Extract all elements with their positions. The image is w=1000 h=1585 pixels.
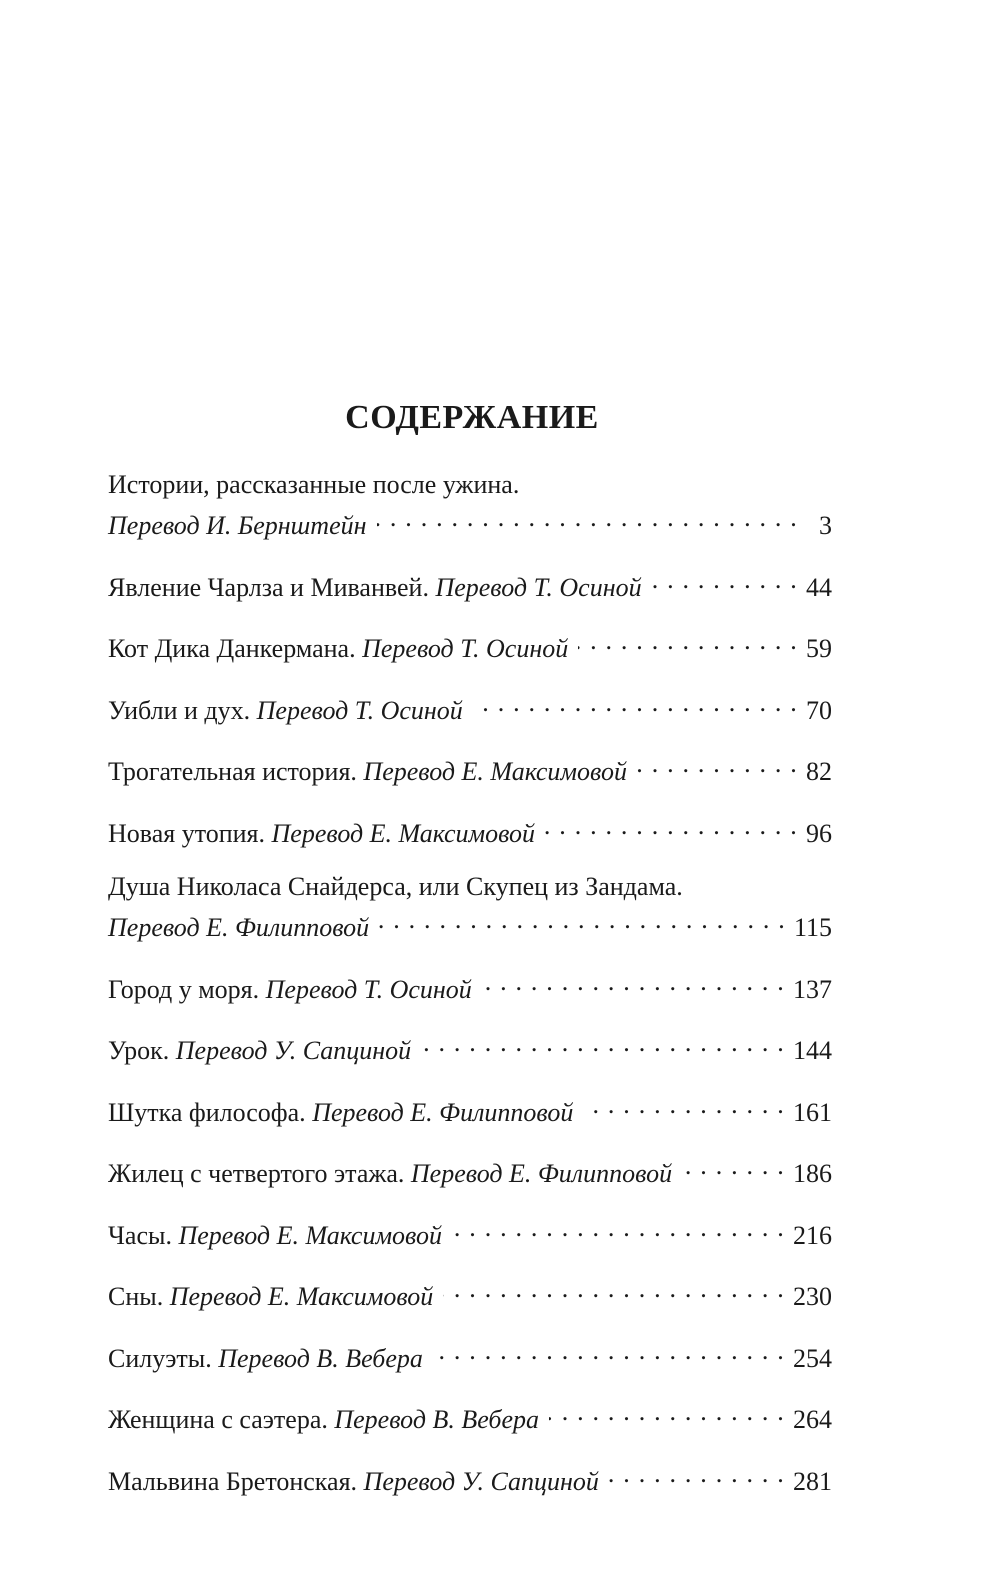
entry-page-number: 82: [806, 757, 832, 786]
toc-entry[interactable]: [108, 624, 832, 665]
dot-leader: [682, 1149, 785, 1182]
toc-entry[interactable]: [108, 1457, 832, 1498]
toc-entry-line: [108, 686, 832, 727]
dot-leader: [637, 747, 798, 780]
entry-page-number: 96: [806, 818, 832, 848]
toc-entry[interactable]: [108, 1395, 832, 1436]
toc-entry-title-line: [108, 468, 832, 501]
toc-heading: СОДЕРЖАНИЕ: [345, 399, 599, 436]
toc-entry-line: [108, 965, 832, 1006]
dot-leader: [433, 1334, 785, 1367]
entry-title: Уибли и дух.: [108, 695, 251, 725]
entry-translator: Перевод Т. Осиной: [362, 634, 569, 663]
entry-title: Явление Чарлза и Миванвей.: [108, 572, 429, 602]
toc-entry[interactable]: [108, 1334, 832, 1375]
toc-entry-line: [108, 1334, 832, 1375]
entry-page-number: 161: [793, 1097, 832, 1127]
toc-entry[interactable]: [108, 1026, 832, 1067]
entry-translator: Перевод Т. Осиной: [256, 695, 463, 725]
toc-entry[interactable]: [108, 563, 832, 604]
entry-title: Кот Дика Данкермана.: [108, 634, 356, 663]
toc-entry-line: [108, 1026, 832, 1067]
entry-translator: Перевод Е. Максимовой: [178, 1220, 442, 1250]
toc-entry[interactable]: [108, 1211, 832, 1252]
dot-leader: [652, 563, 798, 596]
dot-leader: [473, 686, 798, 719]
dot-leader: [377, 501, 798, 534]
entry-translator: Перевод Е. Максимовой: [169, 1282, 434, 1311]
toc-entry-line: [108, 1395, 832, 1436]
toc-entry-line: [108, 903, 832, 944]
dot-leader: [609, 1457, 785, 1490]
entry-title: Жилец с четвертого этажа.: [108, 1159, 405, 1188]
entry-page-number: 230: [793, 1282, 832, 1311]
entry-title: Сны.: [108, 1282, 164, 1311]
toc-entry[interactable]: [108, 809, 832, 850]
toc-entry[interactable]: [108, 1088, 832, 1129]
toc-entry[interactable]: [108, 870, 832, 944]
dot-leader: [583, 1088, 785, 1121]
dot-leader: [545, 809, 798, 842]
entry-page-number: 44: [806, 572, 832, 602]
entry-title: Душа Николаса Снайдерса, или Скупец из Зандама.: [108, 872, 683, 901]
dot-leader: [482, 965, 785, 998]
toc-entry[interactable]: [108, 747, 832, 788]
entry-title: Трогательная история.: [108, 757, 357, 786]
entry-page-number: 70: [806, 695, 832, 725]
entry-page-number: 254: [793, 1343, 832, 1373]
entry-page-number: 281: [793, 1466, 832, 1496]
entry-title: Истории, рассказанные после ужина.: [108, 470, 520, 499]
entry-translator: Перевод У. Сапциной: [175, 1036, 412, 1065]
entry-translator: Перевод И. Бернштейн: [108, 511, 367, 540]
entry-page-number: 137: [793, 974, 832, 1004]
entry-title: Город у моря.: [108, 974, 260, 1004]
entry-page-number: 216: [793, 1220, 832, 1250]
dot-leader: [549, 1395, 785, 1428]
entry-translator: Перевод Е. Максимовой: [363, 757, 627, 786]
entry-translator: Перевод В. Вебера: [218, 1343, 423, 1373]
entry-title: Женщина с саэтера.: [108, 1405, 328, 1434]
dot-leader: [452, 1211, 785, 1244]
toc-entry-line: [108, 1088, 832, 1129]
entry-page-number: 115: [793, 913, 832, 942]
toc-entry[interactable]: [108, 1149, 832, 1190]
toc-entry-line: [108, 624, 832, 665]
dot-leader: [443, 1272, 785, 1305]
entry-translator: Перевод У. Сапциной: [363, 1466, 599, 1496]
entry-translator: Перевод В. Вебера: [334, 1405, 540, 1434]
entry-translator: Перевод Т. Осиной: [265, 974, 472, 1004]
dot-leader: [578, 624, 798, 657]
toc-entry[interactable]: [108, 686, 832, 727]
toc-entry-line: [108, 1272, 832, 1313]
entry-translator: Перевод Е. Максимовой: [271, 818, 536, 848]
toc-entry[interactable]: [108, 1272, 832, 1313]
dot-leader: [421, 1026, 785, 1059]
entry-translator: Перевод Т. Осиной: [435, 572, 642, 602]
entry-translator: Перевод Е. Филипповой: [312, 1097, 574, 1127]
entry-page-number: 59: [806, 634, 832, 663]
toc-entry-line: [108, 501, 832, 542]
entry-title: Шутка философа.: [108, 1097, 306, 1127]
toc-entry-line: [108, 563, 832, 604]
entry-page-number: 3: [819, 511, 832, 540]
entry-title: Мальвина Бретонская.: [108, 1466, 358, 1496]
table-of-contents: [108, 468, 832, 1518]
entry-page-number: 264: [793, 1405, 832, 1434]
toc-entry-line: [108, 809, 832, 850]
toc-entry[interactable]: [108, 468, 832, 542]
entry-page-number: 144: [793, 1036, 832, 1065]
entry-title: Силуэты.: [108, 1343, 212, 1373]
entry-title: Урок.: [108, 1036, 170, 1065]
toc-entry-line: [108, 747, 832, 788]
entry-title: Часы.: [108, 1220, 172, 1250]
toc-entry-line: [108, 1457, 832, 1498]
entry-translator: Перевод Е. Филипповой: [108, 913, 370, 942]
entry-title: Новая утопия.: [108, 818, 266, 848]
toc-entry[interactable]: [108, 965, 832, 1006]
toc-entry-line: [108, 1211, 832, 1252]
entry-page-number: 186: [793, 1159, 832, 1188]
toc-entry-line: [108, 1149, 832, 1190]
dot-leader: [379, 903, 786, 936]
toc-entry-title-line: [108, 870, 832, 903]
entry-translator: Перевод Е. Филипповой: [410, 1159, 673, 1188]
